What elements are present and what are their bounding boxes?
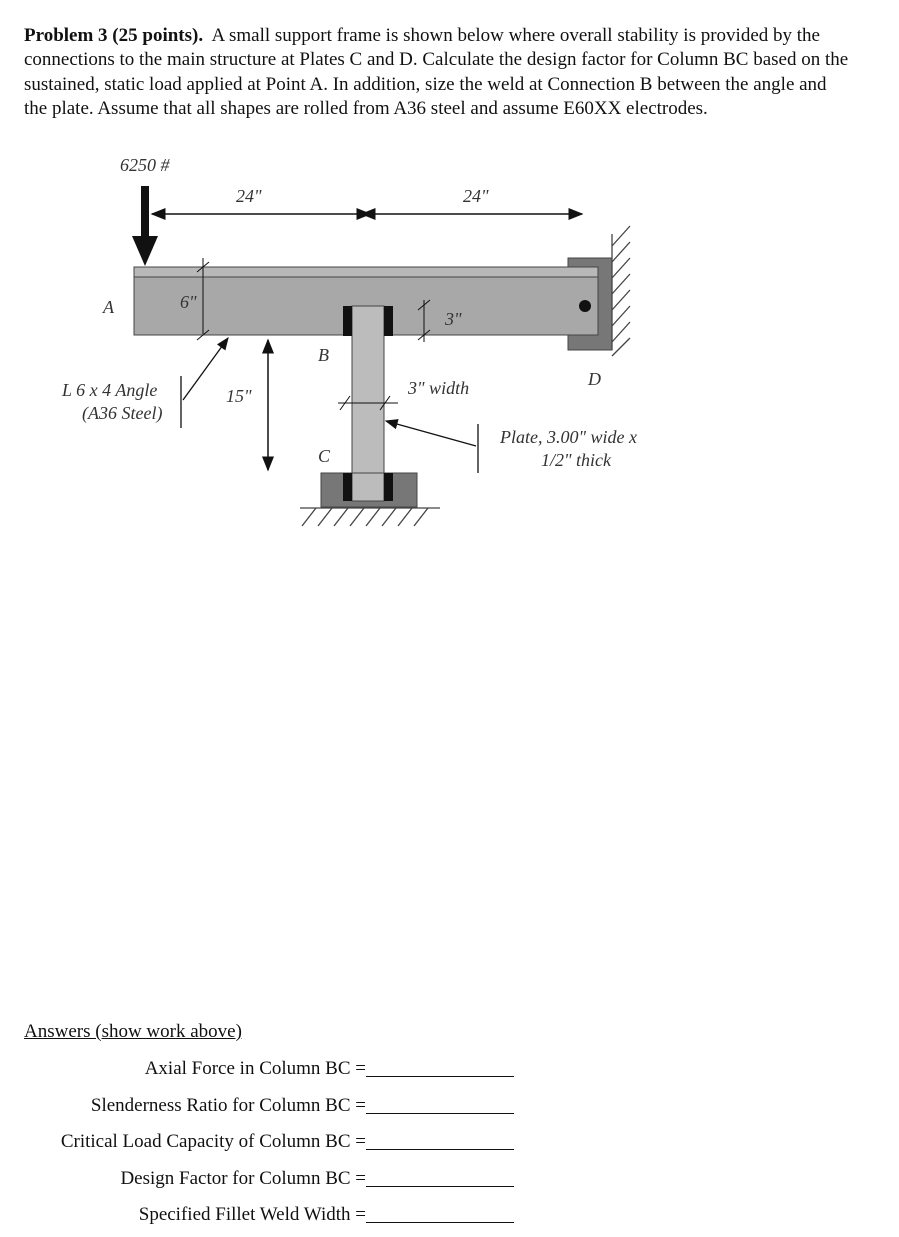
point-c-label: C	[318, 446, 331, 466]
problem-body: A small support frame is shown below where overall stability is provided by the connections to the main structure at Plates C and D. Calculate the design factor for Column BC based on the sustained, static load applied at Point A. In addition, size the weld at Connection B between the angle and the plate. Assume that all shapes are rolled from A36 steel and assume E60XX electrodes.	[24, 25, 849, 120]
plate-label-line2: 1/2" thick	[541, 450, 612, 470]
angle-label-line2: (A36 Steel)	[82, 403, 163, 423]
answer-label: Critical Load Capacity of Column BC =	[60, 1131, 366, 1152]
column-bc-base	[352, 473, 384, 501]
dimension-depth-label: 6"	[180, 292, 197, 312]
bolt-d	[579, 300, 591, 312]
support-frame-figure	[0, 0, 899, 560]
answer-blank[interactable]	[366, 1186, 514, 1187]
answers-heading: Answers (show work above)	[24, 1021, 242, 1042]
dimension-column-label: 15"	[226, 386, 252, 406]
weld-b-right	[384, 306, 393, 336]
angle-flange	[134, 267, 598, 277]
load-label: 6250 #	[120, 155, 170, 175]
weld-c-right	[384, 473, 393, 501]
dimension-plate-height-label: 3"	[445, 309, 462, 329]
dimension-right-label: 24"	[463, 186, 489, 206]
answer-blank[interactable]	[366, 1222, 514, 1223]
answer-label: Axial Force in Column BC =	[144, 1058, 366, 1079]
answer-blank[interactable]	[366, 1113, 514, 1114]
column-width-label: 3" width	[408, 378, 470, 398]
dimension-left-label: 24"	[236, 186, 262, 206]
problem-heading: Problem 3 (25 points).	[24, 25, 204, 46]
point-b-label: B	[318, 345, 329, 365]
angle-label-line1: L 6 x 4 Angle	[62, 380, 158, 400]
weld-c-left	[343, 473, 352, 501]
answer-blank[interactable]	[366, 1149, 514, 1150]
load-arrow	[132, 186, 158, 266]
wall-hatch	[612, 226, 630, 356]
ground-hatch	[300, 508, 440, 526]
plate-label-line1: Plate, 3.00" wide x	[500, 427, 638, 447]
plate-leader	[386, 421, 478, 473]
answer-label: Specified Fillet Weld Width =	[138, 1204, 366, 1225]
answer-label: Design Factor for Column BC =	[120, 1168, 366, 1189]
angle-leader	[181, 338, 228, 428]
weld-b-left	[343, 306, 352, 336]
answer-label: Slenderness Ratio for Column BC =	[90, 1095, 366, 1116]
answer-blank[interactable]	[366, 1076, 514, 1077]
point-d-label: D	[588, 369, 601, 389]
point-a-label: A	[103, 297, 114, 317]
